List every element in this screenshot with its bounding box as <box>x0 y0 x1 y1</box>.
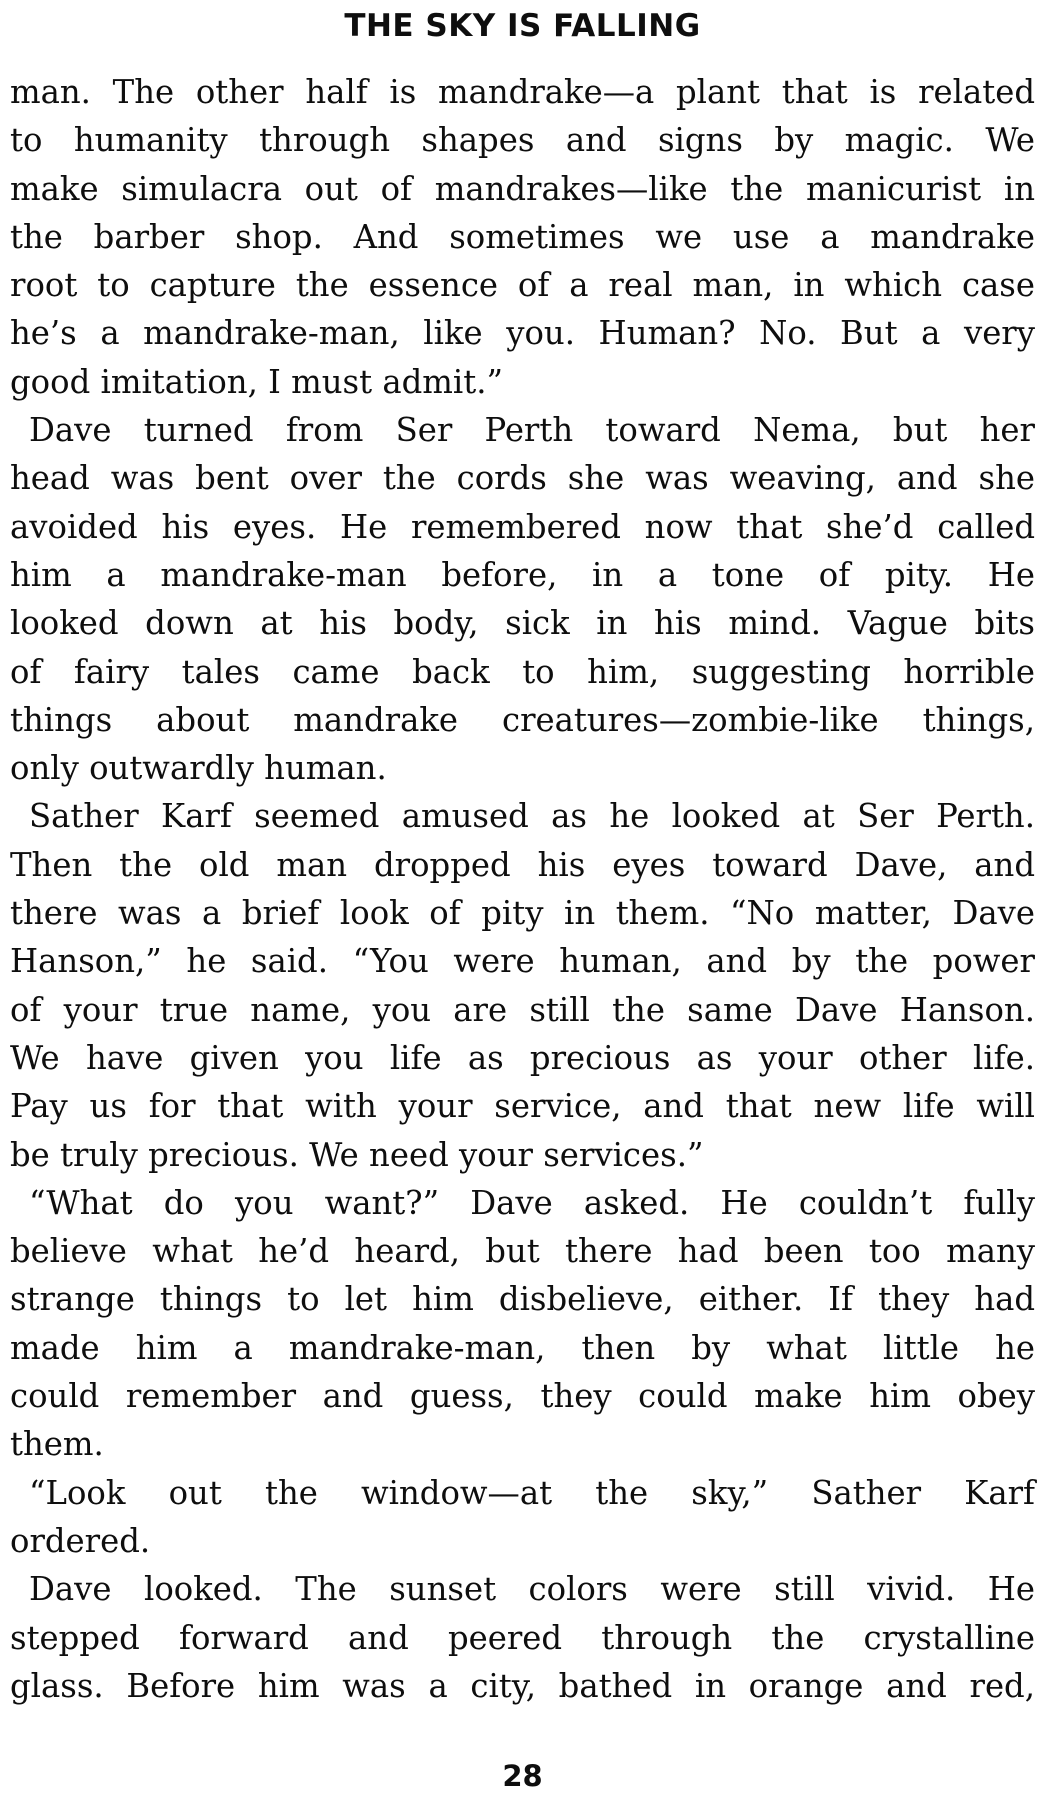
text-line: believe what he’d heard, but there had been too many <box>10 1232 1035 1271</box>
text-line: he’s a mandrake-man, like you. Human? No. But a very <box>10 314 1035 353</box>
text-line: made him a mandrake-man, then by what little he <box>10 1328 1035 1367</box>
page-number: 28 <box>502 1759 543 1793</box>
text-line: things about mandrake creatures—zombie-like things, <box>10 700 1035 739</box>
text-line: there was a brief look of pity in them. “No matter, Dave <box>10 894 1035 933</box>
text-line: man. The other half is mandrake—a plant that is related <box>10 73 1035 111</box>
running-head: THE SKY IS FALLING <box>344 8 701 44</box>
text-line: only outwardly human. <box>10 749 387 788</box>
text-line: be truly precious. We need your services.” <box>10 1135 704 1174</box>
text-line: them. <box>10 1425 104 1464</box>
text-line: Dave looked. The sunset colors were still vivid. He <box>29 1570 1035 1609</box>
body-text <box>10 68 1035 1710</box>
text-line: strange things to let him disbelieve, either. If they had <box>10 1280 1035 1319</box>
text-line: “Look out the window—at the sky,” Sather Karf <box>29 1473 1035 1512</box>
text-line: Hanson,” he said. “You were human, and by the power <box>10 942 1035 981</box>
text-line: “What do you want?” Dave asked. He couldn’t fully <box>29 1183 1035 1222</box>
text-line: Pay us for that with your service, and that new life will <box>10 1087 1035 1126</box>
text-line: Then the old man dropped his eyes toward Dave, and <box>10 845 1035 884</box>
text-line: ordered. <box>10 1521 151 1560</box>
text-line: good imitation, I must admit.” <box>10 362 504 401</box>
text-line: Sather Karf seemed amused as he looked at Ser Perth. <box>29 797 1035 836</box>
text-line: avoided his eyes. He remembered now that she’d called <box>10 507 1035 546</box>
text-line: root to capture the essence of a real man, in which case <box>10 266 1035 305</box>
text-line: him a mandrake-man before, in a tone of pity. He <box>10 555 1035 594</box>
text-line: stepped forward and peered through the crystalline <box>10 1618 1035 1657</box>
text-line: looked down at his body, sick in his mind. Vague bits <box>10 604 1035 643</box>
text-line: of fairy tales came back to him, suggesting horrible <box>10 652 1035 691</box>
text-line: to humanity through shapes and signs by magic. We <box>10 121 1035 160</box>
text-line: We have given you life as precious as your other life. <box>10 1038 1035 1077</box>
text-line: glass. Before him was a city, bathed in orange and red, <box>10 1666 1035 1705</box>
text-line: the barber shop. And sometimes we use a mandrake <box>10 217 1035 256</box>
text-line: head was bent over the cords she was weaving, and she <box>10 459 1035 498</box>
text-line: could remember and guess, they could make him obey <box>10 1377 1035 1416</box>
text-line: Dave turned from Ser Perth toward Nema, but her <box>29 411 1035 450</box>
text-line: make simulacra out of mandrakes—like the manicurist in <box>10 169 1035 208</box>
text-line: of your true name, you are still the same Dave Hanson. <box>10 990 1035 1029</box>
